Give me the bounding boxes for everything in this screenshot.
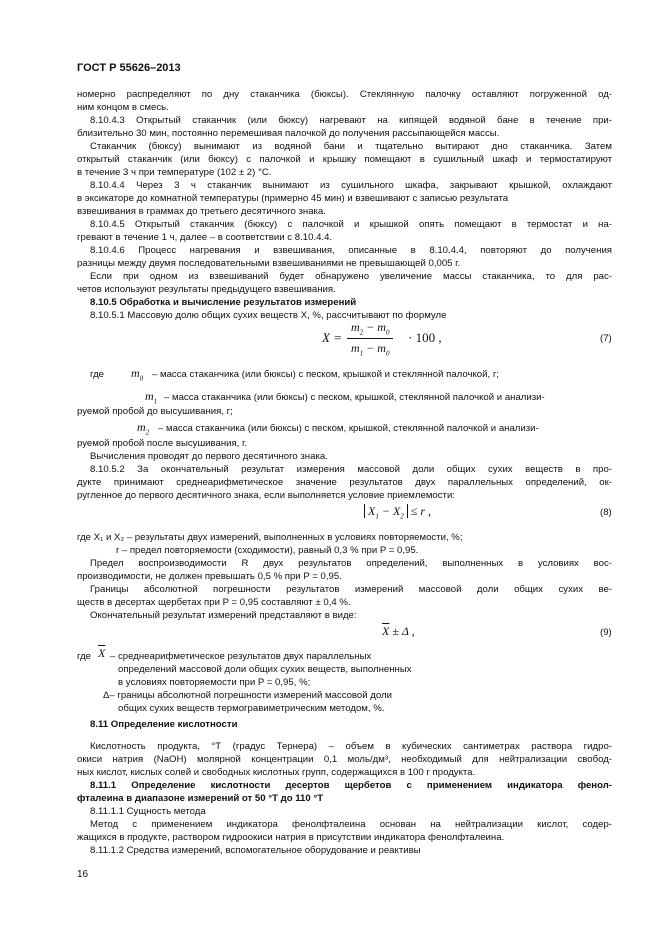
text-line: 8.10.5.2 За окончательный результат измерения массовой доли общих сухих веществ в про-	[90, 464, 612, 475]
text-line: руемой пробой до высушивания, г;	[77, 406, 233, 417]
text-line: разницы между двумя последовательными взвешиваниями не превышающей 0,005 г.	[77, 258, 461, 269]
text-line: открытый стаканчик (или бюксу) с палочкой и крышку помещают в сушильный шкаф и термостатируют	[77, 154, 612, 165]
section-heading: 8.11 Определение кислотности	[90, 719, 238, 730]
text-line: 8.10.4.6 Процесс нагревания и взвешивания, описанные в 8.10.4.4, повторяют до получения	[90, 245, 612, 256]
text-line: 8.10.4.3 Открытый стаканчик (или бюксу) нагревают на кипящей водяной бане в течение при-	[90, 115, 612, 126]
equation-number: (7)	[600, 333, 612, 344]
text-line: – масса стаканчика (или бюксы) с песком, крышкой и стеклянной палочкой, г;	[152, 369, 499, 380]
text-line: Δ– границы абсолютной погрешности измерений массовой доли	[103, 690, 392, 701]
text-line: Кислотность продукта, °Т (градус Тернера) – объем в кубических сантиметрах раствора гидро-	[90, 741, 612, 752]
text-line: производимости, не должен превышать 0,5 % при P = 0,95.	[77, 571, 342, 582]
symbol-m2: $m_2$	[137, 420, 150, 437]
text-line: 8.10.4.4 Через 3 ч стаканчик вынимают из сушильного шкафа, закрывают крышкой, охлаждают	[90, 180, 612, 191]
text-line: ругленное до первого десятичного знака, если выполняется условие приемлемости:	[77, 490, 455, 501]
formula-result: $\overline{X} \pm \Delta$ ,	[382, 624, 415, 638]
page-number: 16	[77, 869, 89, 880]
text-line: 8.11.1.2 Средства измерений, вспомогательное оборудование и реактивы	[90, 845, 421, 856]
text-line: ним концом в смесь.	[77, 102, 169, 113]
subsection-heading: фталеина в диапазоне измерений от 50 °Т до 110 °Т	[77, 793, 324, 804]
text-line: номерно распределяют по дну стаканчика (бюксы). Стеклянную палочку оставляют погруженной од-	[77, 89, 612, 100]
text-line: взвешивания в граммах до третьего десятичного знака.	[77, 206, 326, 217]
text-line: Стаканчик (бюксу) вынимают из водяной бани и тщательно вытирают дно стаканчика. Затем	[90, 141, 612, 152]
text-line: Вычисления проводят до первого десятичного знака.	[90, 451, 328, 462]
text-line: гревают в течение 1 ч, далее – в соответствии с 8.10.4.4.	[77, 232, 333, 243]
formula-lhs: X =	[322, 330, 342, 345]
text-line: где X₁ и X₂ – результаты двух измерений, выполненных в условиях повторяемости, %;	[77, 532, 463, 543]
where-label: где	[90, 369, 105, 380]
formula-fraction: $\frac{m_2 - m_0}{m_1 - m_0}$	[347, 320, 393, 358]
text-line: Границы абсолютной погрешности результатов измерений массовой доли общих сухих ве-	[90, 584, 612, 595]
text-line: руемой пробой после высушивания, г.	[77, 438, 247, 449]
text-line: ных кислот, кислых солей и свободных кислотных групп, содержащихся в 100 г продукта.	[77, 767, 476, 778]
text-line: 8.10.4.5 Открытый стаканчик (бюксу) с палочкой и крышкой опять помещают в термостат и на-	[90, 219, 612, 230]
text-line: – масса стаканчика (или бюксы) с песком, крышкой, стеклянной палочкой и анализи-	[158, 423, 539, 434]
where-label: где	[77, 651, 92, 662]
text-line: Предел воспроизводимости R двух результатов определений, выполненных в условиях вос-	[90, 558, 612, 569]
equation-number: (9)	[600, 627, 612, 638]
symbol-m1: $m_1$	[145, 389, 158, 406]
subsection-heading: 8.11.1 Определение кислотности десертов щербетов с применением индикатора фенол-	[90, 780, 612, 791]
section-heading: 8.10.5 Обработка и вычисление результатов измерений	[90, 297, 357, 308]
text-line: общих сухих веществ термогравиметрическим методом, %.	[118, 703, 385, 714]
formula-condition: $X_1 - X_2 \le r$ ,	[364, 504, 431, 520]
text-line: окиси натрия (NaOH) молярной концентрации 0,1 моль/дм³, необходимый для нейтрализации свобод-	[77, 754, 612, 765]
text-line: r – предел повторяемости (сходимости), равный 0,3 % при P = 0,95.	[116, 545, 419, 556]
symbol-m0: $m_0$	[131, 366, 144, 383]
standard-header: ГОСТ Р 55626–2013	[77, 62, 181, 74]
formula-multiplier: · 100 ,	[408, 330, 442, 345]
text-line: 8.10.5.1 Массовую долю общих сухих веществ X, %, рассчитывают по формуле	[90, 310, 447, 321]
text-line: в течение 3 ч при температуре (102 ± 2) °С.	[77, 167, 272, 178]
text-line: в условиях повторяемости при P = 0,95, %;	[118, 677, 311, 688]
text-line: Окончательный результат измерений представляют в виде:	[90, 610, 357, 621]
text-line: 8.11.1.1 Сущность метода	[90, 806, 206, 817]
text-line: четов используют результаты предыдущего взвешивания.	[77, 284, 336, 295]
text-line: близительно 30 мин, постоянно перемешивая палочкой до получения рассыпающейся массы.	[77, 128, 500, 139]
text-line: дукте принимают среднеарифметическое значение результатов двух параллельных определений, ок-	[77, 477, 612, 488]
text-line: – масса стаканчика (или бюксы) с песком, крышкой, стеклянной палочкой и анализи-	[164, 392, 545, 403]
text-line: Метод с применением индикатора фенолфталеина основан на нейтрализации кислот, содер-	[90, 819, 612, 830]
equation-number: (8)	[600, 507, 612, 518]
text-line: в эксикаторе до комнатной температуры (примерно 45 мин) и взвешивают с записью результата	[77, 193, 509, 204]
text-line: определений массовой доли общих сухих веществ, выполненных	[118, 664, 412, 675]
text-line: – среднеарифметическое результатов двух параллельных	[110, 651, 372, 662]
symbol-xbar: $\overline{X}$	[98, 646, 106, 660]
text-line: Если при одном из взвешиваний будет обнаружено увеличение массы стаканчика, то для рас-	[90, 271, 612, 282]
text-line: жащихся в продукте, раствором гидроокиси натрия в присутствии индикатора фенолфталеина.	[77, 832, 505, 843]
text-line: ществ в десертах щербетах при P = 0,95 составляют ± 0,4 %.	[77, 597, 351, 608]
